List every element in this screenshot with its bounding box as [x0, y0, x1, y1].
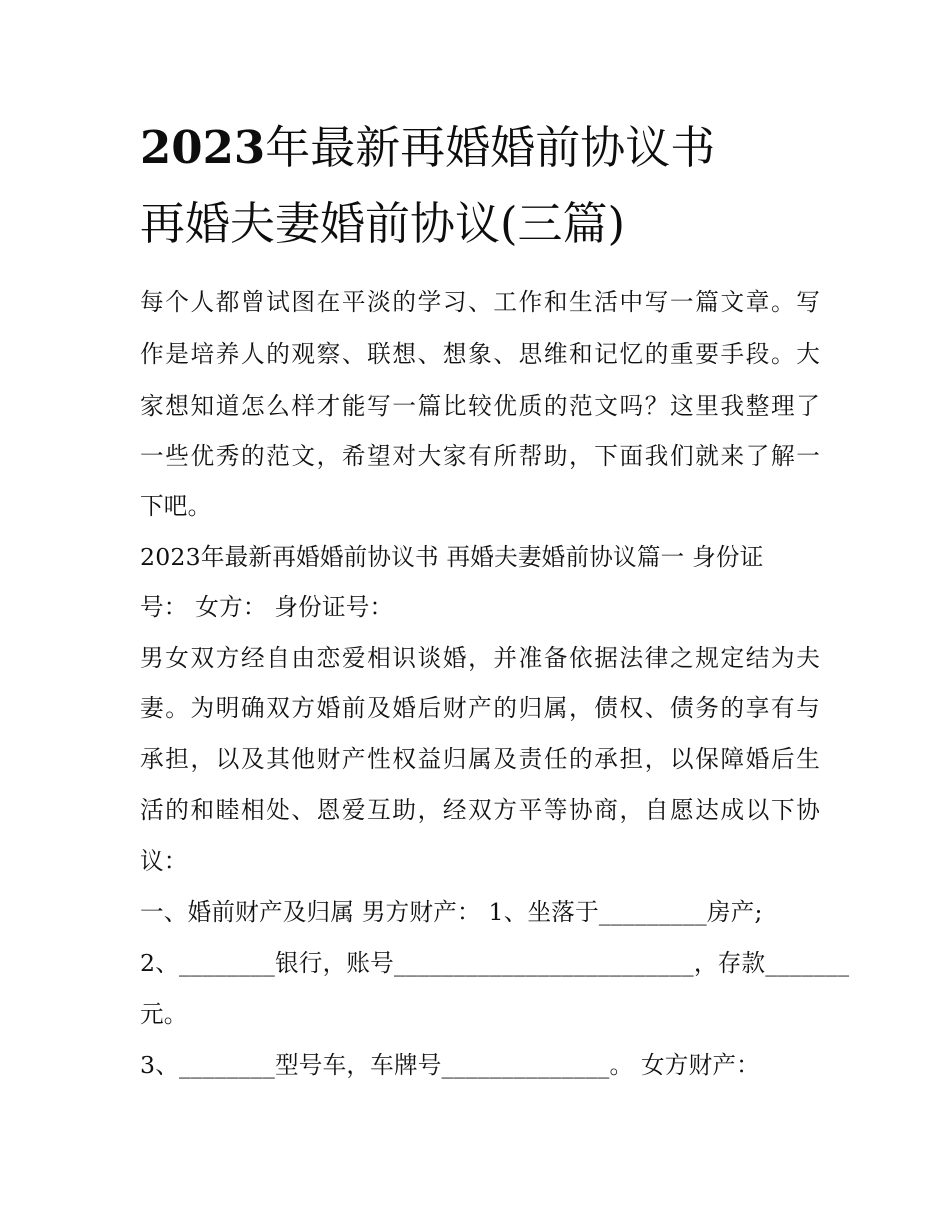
- clause-3-line: 3、________型号车，车牌号______________。 女方财产：: [140, 1051, 760, 1079]
- title-year: 2023: [140, 121, 266, 174]
- intro-line-3: 家想知道怎么样才能写一篇比较优质的范文吗？这里我整理了: [140, 392, 820, 420]
- body-line-1: 男女双方经自由恋爱相识谈婚，并准备依据法律之规定结为夫: [140, 644, 820, 672]
- intro-line-5: 下吧。: [140, 492, 212, 520]
- body-line-2: 妻。为明确双方婚前及婚后财产的归属，债权、债务的享有与: [140, 694, 820, 722]
- title-line-1-text: 年最新再婚婚前协议书: [265, 121, 716, 174]
- intro-line-1: 每个人都曾试图在平淡的学习、工作和生活中写一篇文章。写: [140, 288, 820, 316]
- section-heading-line-1: 2023年最新再婚婚前协议书 再婚夫妻婚前协议篇一 身份证: [140, 543, 764, 571]
- clause-2-line: 2、________银行，账号_________________________，存款_______: [140, 949, 850, 977]
- document-title-line-2: 再婚夫妻婚前协议(三篇): [140, 197, 626, 250]
- body-line-3: 承担，以及其他财产性权益归属及责任的承担，以保障婚后生: [140, 745, 820, 773]
- intro-line-2: 作是培养人的观察、联想、想象、思维和记忆的重要手段。大: [140, 340, 820, 368]
- section-heading-line-2: 号： 女方： 身份证号：: [140, 593, 394, 621]
- document-title-line-1: [140, 120, 820, 176]
- body-line-4: 活的和睦相处、恩爱互助，经双方平等协商，自愿达成以下协: [140, 796, 820, 824]
- clause-1-line: 一、婚前财产及归属 男方财产： 1、坐落于_________房产;: [140, 898, 763, 926]
- clause-2-continuation: 元。: [140, 1000, 188, 1028]
- body-line-5: 议：: [140, 847, 188, 875]
- intro-line-4: 一些优秀的范文，希望对大家有所帮助，下面我们就来了解一: [140, 442, 820, 470]
